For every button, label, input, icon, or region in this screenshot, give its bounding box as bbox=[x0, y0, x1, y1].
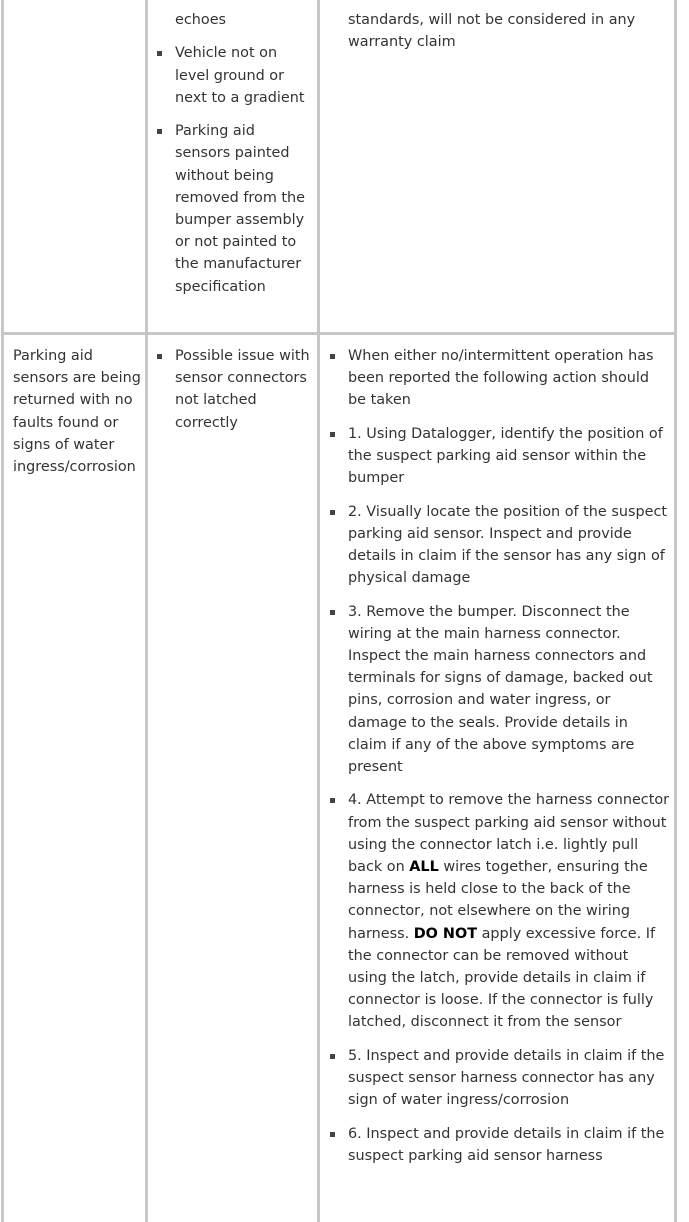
list-item: 3. Remove the bumper. Disconnect the wiring at the main harness connector. Inspect the main harness connectors and terminals for signs of damage, backed out pins, corrosion and water ingress, or damage to the seals. Provide details in claim if any of the above symptoms are present bbox=[328, 601, 670, 779]
list-item: Vehicle not on level ground or next to a gradient bbox=[155, 42, 310, 109]
list-item: 4. Attempt to remove the harness connector from the suspect parking aid sensor without using the connector latch i.e. lightly pull back on ALL wires together, ensuring the harness is held close to the back of the connector, not elsewhere on the wiring harness. DO NOT apply excessive force. If the connector can be removed without using the latch, provide details in claim if connector is loose. If the connector is fully latched, disconnect it from the sensor bbox=[328, 789, 670, 1033]
list-item: standards, will not be considered in any warranty claim bbox=[348, 12, 636, 51]
list-item: 1. Using Datalogger, identify the position of the suspect parking aid sensor within the bumper bbox=[328, 423, 670, 490]
table-border-right bbox=[674, 0, 677, 1222]
row1-causes-cell bbox=[155, 9, 310, 298]
bullet-icon bbox=[330, 354, 335, 359]
row2-causes-cell bbox=[155, 345, 310, 434]
list-item: 2. Visually locate the position of the suspect parking aid sensor. Inspect and provide details in claim if the sensor has any sign of physical damage bbox=[328, 501, 670, 590]
bullet-icon bbox=[330, 1132, 335, 1137]
list-item: 6. Inspect and provide details in claim if the suspect parking aid sensor harness bbox=[328, 1123, 670, 1167]
bullet-icon bbox=[157, 354, 162, 359]
list-item: echoes bbox=[175, 12, 227, 28]
bullet-icon bbox=[330, 1054, 335, 1059]
bullet-icon bbox=[330, 798, 335, 803]
row1-actions-cell bbox=[328, 9, 668, 53]
bullet-icon bbox=[330, 510, 335, 515]
bullet-icon bbox=[157, 51, 162, 56]
row-divider bbox=[1, 332, 676, 335]
list-item: When either no/intermittent operation has been reported the following action should be taken bbox=[328, 345, 670, 412]
table-border-col2 bbox=[317, 0, 320, 1222]
bullet-icon bbox=[330, 610, 335, 615]
list-item: 5. Inspect and provide details in claim if the suspect sensor harness connector has any sign of water ingress/corrosion bbox=[328, 1045, 670, 1112]
list-item: Parking aid sensors painted without being removed from the bumper assembly or not painted to the manufacturer specification bbox=[155, 120, 310, 298]
row2-symptom-cell bbox=[13, 345, 141, 478]
table-border-left bbox=[1, 0, 4, 1222]
bullet-icon bbox=[157, 129, 162, 134]
row2-actions-cell bbox=[328, 345, 670, 1167]
table-border-col1 bbox=[145, 0, 148, 1222]
list-item: Possible issue with sensor connectors not latched correctly bbox=[155, 345, 310, 434]
bullet-icon bbox=[330, 432, 335, 437]
emphasis-all: ALL bbox=[409, 859, 439, 876]
emphasis-do-not: DO NOT bbox=[413, 925, 478, 942]
symptom-text: Parking aid sensors are being returned with no faults found or signs of water ingress/corrosion bbox=[13, 348, 141, 476]
